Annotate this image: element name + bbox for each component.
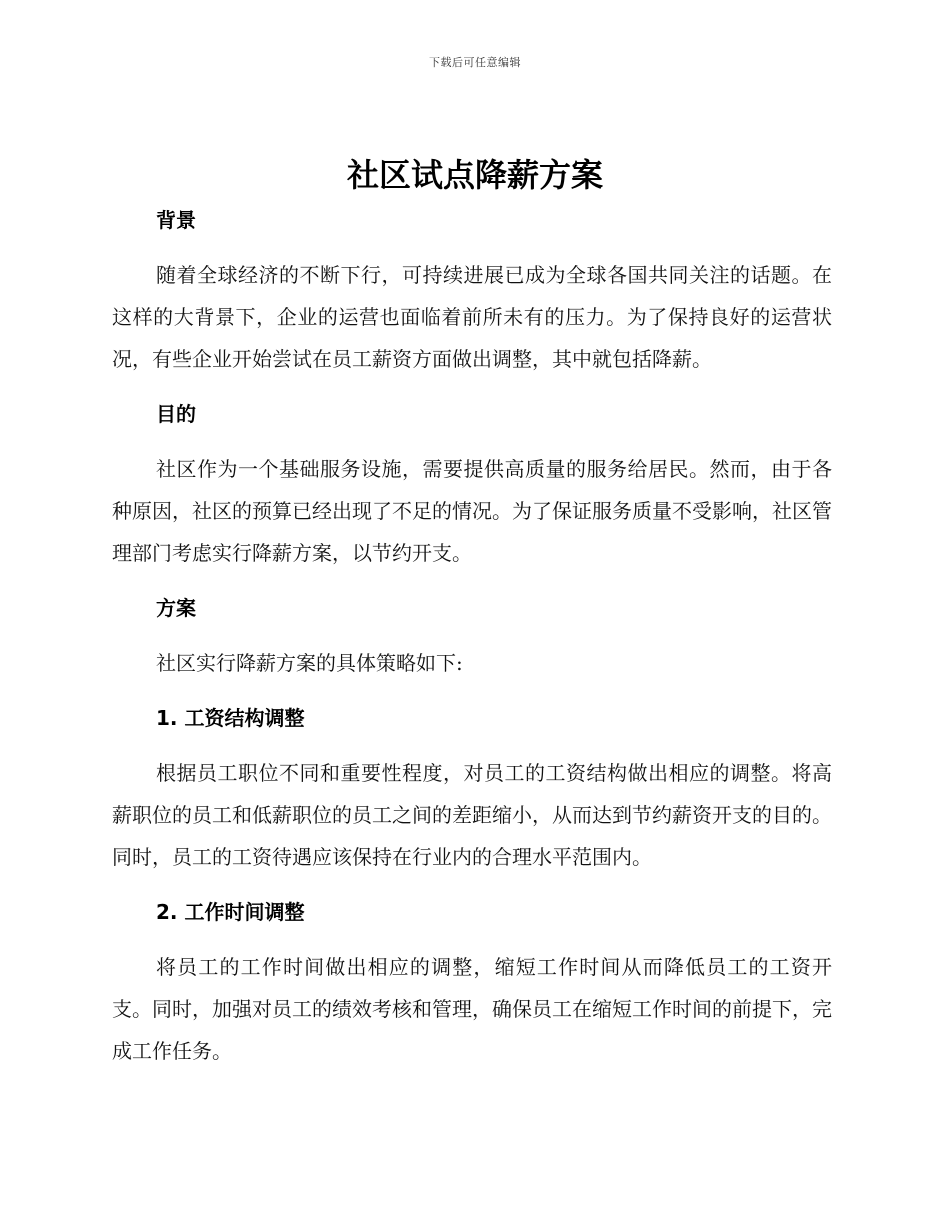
document-body: [112, 200, 832, 1072]
document-title: 社区试点降薪方案: [346, 156, 603, 194]
header-note: 下载后可任意编辑: [429, 56, 521, 69]
plan-item-heading-1: 1. 工资结构调整: [156, 706, 305, 730]
plan-item-text-1: 根据员工职位不同和重要性程度，对员工的工资结构做出相应的调整。将高薪职位的员工和低薪职位的员工之间的差距缩小，从而达到节约薪资开支的目的。同时，员工的工资待遇应该保持在行业内的合理水平范围内。: [112, 761, 832, 869]
plan-item-heading-2: 2. 工作时间调整: [156, 900, 305, 924]
section-heading-background: 背景: [156, 208, 196, 232]
section-text-purpose: 社区作为一个基础服务设施，需要提供高质量的服务给居民。然而，由于各种原因，社区的预算已经出现了不足的情况。为了保证服务质量不受影响，社区管理部门考虑实行降薪方案，以节约开支。: [112, 457, 832, 565]
section-text-plan-intro: 社区实行降薪方案的具体策略如下:: [156, 651, 463, 675]
section-heading-purpose: 目的: [156, 402, 196, 426]
plan-item-text-2: 将员工的工作时间做出相应的调整，缩短工作时间从而降低员工的工资开支。同时，加强对员工的绩效考核和管理，确保员工在缩短工作时间的前提下，完成工作任务。: [112, 955, 832, 1063]
section-text-background: 随着全球经济的不断下行，可持续进展已成为全球各国共同关注的话题。在这样的大背景下，企业的运营也面临着前所未有的压力。为了保持良好的运营状况，有些企业开始尝试在员工薪资方面做出调整，其中就包括降薪。: [112, 263, 832, 371]
section-heading-plan: 方案: [156, 596, 196, 620]
